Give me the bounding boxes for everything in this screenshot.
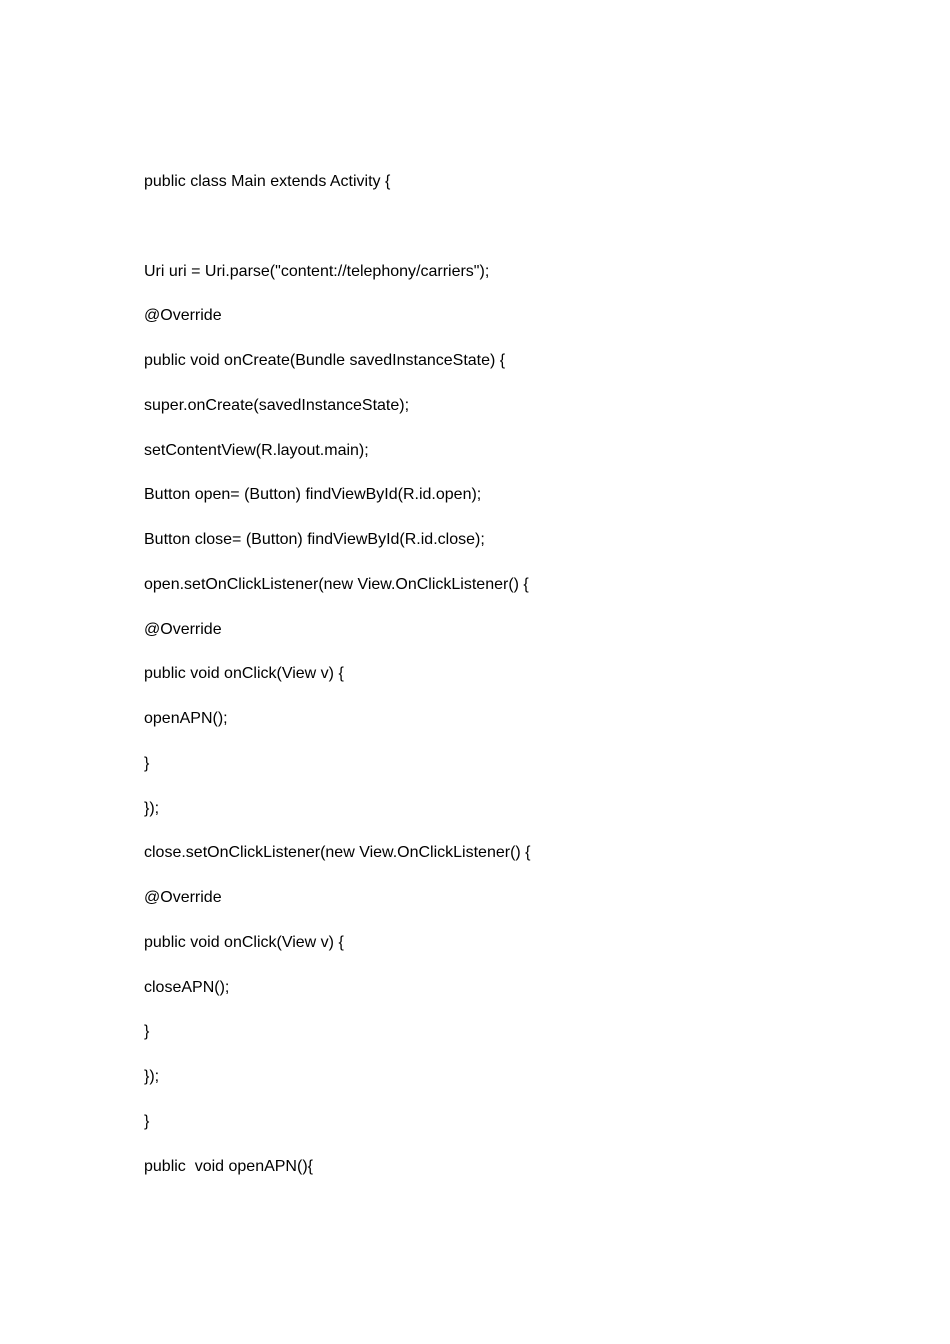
code-line-13: openAPN(); [144,710,228,727]
code-line-18: public void onClick(View v) { [144,933,344,951]
code-line-22: } [144,1112,150,1130]
code-line-5: public void onCreate(Bundle savedInstanceState) { [144,352,506,369]
code-line-19: closeAPN(); [144,978,230,996]
code-line-20: } [144,1023,150,1041]
code-line-8: Button open= (Button) findViewById(R.id.open); [144,486,482,504]
code-line-15: }); [144,799,160,817]
code-line-21: }); [144,1068,160,1085]
code-line-10: open.setOnClickListener(new View.OnClickListener() { [144,575,529,593]
code-line-12: public void onClick(View v) { [144,665,344,683]
code-line-4: @Override [144,307,222,325]
code-listing [144,168,904,1197]
code-line-1: public class Main extends Activity { [144,173,391,190]
code-line-14: } [144,754,150,772]
code-line-23: public void openAPN(){ [144,1157,313,1175]
code-line-17: @Override [144,889,222,906]
code-line-2 [144,213,904,258]
code-line-7: setContentView(R.layout.main); [144,441,369,459]
code-line-6: super.onCreate(savedInstanceState); [144,396,410,414]
code-line-11: @Override [144,620,222,638]
code-line-16: close.setOnClickListener(new View.OnClickListener() { [144,844,531,862]
code-line-3: Uri uri = Uri.parse("content://telephony/carriers"); [144,262,490,280]
code-line-9: Button close= (Button) findViewById(R.id.close); [144,531,485,548]
